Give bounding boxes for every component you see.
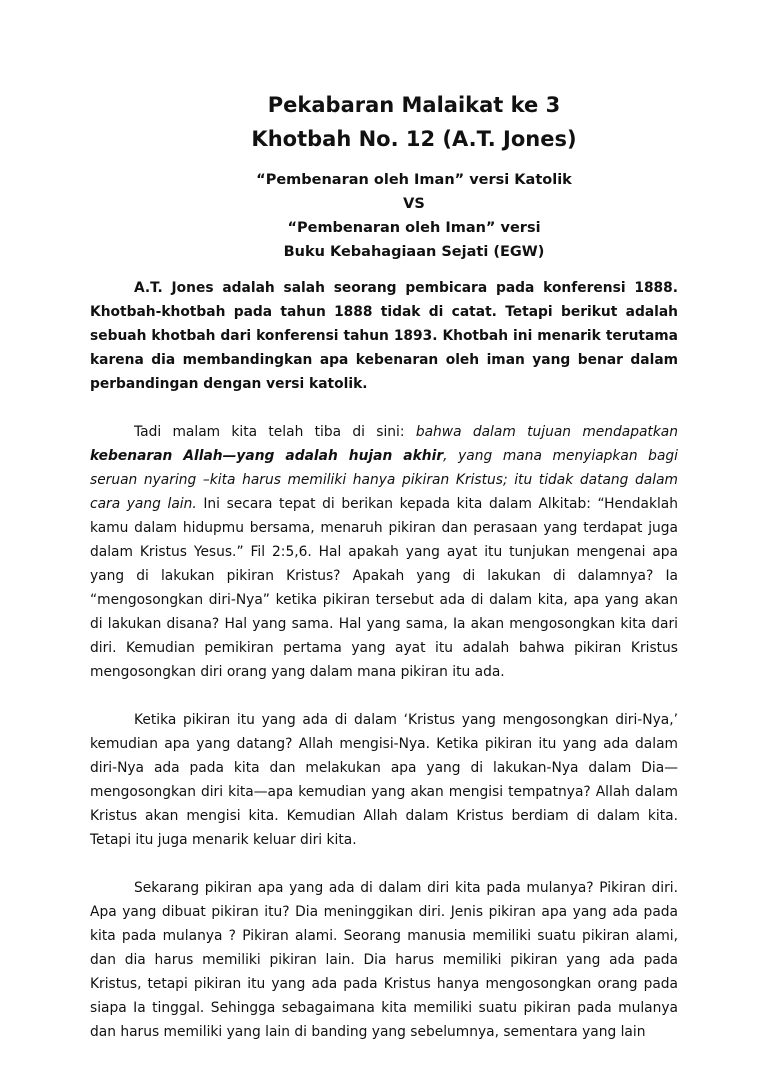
para1-part-1: Tadi malam kita telah tiba di sini: xyxy=(134,424,416,440)
subtitle-line-3: “Pembenaran oleh Iman” versi xyxy=(287,220,541,236)
intro-paragraph: A.T. Jones adalah salah seorang pembicara pada konferensi 1888. Khotbah-khotbah pada tahun 1888 tidak di catat. Tetapi berikut adalah sebuah khotbah dari konferensi tahun 1893. Khotbah ini menarik terutama karena dia membandingkan apa kebenaran oleh iman yang benar dalam perbandingan dengan versi katolik. xyxy=(90,280,678,392)
body-paragraph-1 xyxy=(90,420,678,684)
body-paragraph-3: Sekarang pikiran apa yang ada di dalam diri kita pada mulanya? Pikiran diri. Apa yang dibuat pikiran itu? Dia meninggikan diri. Jenis pikiran apa yang ada pada kita pada mulanya ? Pikiran alami. Seorang manusia memiliki suatu pikiran alami, dan dia harus memiliki pikiran lain. Dia harus memiliki pikiran yang ada pada Kristus, tetapi pikiran itu yang ada pada Kristus hanya mengosongkan orang pada siapa Ia tinggal. Sehingga sebagaimana kita memiliki suatu pikiran pada mulanya dan harus memiliki yang lain di banding yang sebelumnya, sementara yang lain xyxy=(90,880,678,1040)
document-page xyxy=(90,88,678,1068)
title-line-2: Khotbah No. 12 (A.T. Jones) xyxy=(251,127,577,151)
para1-part-2: bahwa dalam tujuan mendapatkan xyxy=(415,424,679,440)
para1-part-5: Ini secara tepat di berikan kepada kita dalam Alkitab: “Hendaklah kamu dalam hidupmu bersama, menaruh pikiran dan perasaan yang terdapat juga dalam Kristus Yesus.” Fil 2:5,6. Hal apakah yang ayat itu tunjukan mengenai apa yang di lakukan pikiran Kristus? Apakah yang di lakukan di dalamnya? Ia “mengosongkan diri-Nya” ketika pikiran tersebut ada di dalam kita, apa yang akan di lakukan disana? Hal yang sama. Hal yang sama, Ia akan mengosongkan kita dari diri. Kemudian pemikiran pertama yang ayat itu adalah bahwa pikiran Kristus mengosongkan diri orang yang dalam mana pikiran itu ada. xyxy=(90,496,679,680)
subtitle-line-2: VS xyxy=(403,196,425,212)
title-line-1: Pekabaran Malaikat ke 3 xyxy=(267,93,561,117)
document-subtitle xyxy=(90,168,678,264)
subtitle-line-1: “Pembenaran oleh Iman” versi Katolik xyxy=(256,172,572,188)
para1-part-4: , yang mana menyiapkan bagi seruan nyaring –kita harus memiliki hanya pikiran Kristus; itu tidak datang dalam cara yang lain. xyxy=(90,448,678,512)
subtitle-line-4: Buku Kebahagiaan Sejati (EGW) xyxy=(283,244,545,260)
para1-part-3: kebenaran Allah—yang adalah hujan akhir xyxy=(90,448,444,464)
body-paragraph-2: Ketika pikiran itu yang ada di dalam ‘Kristus yang mengosongkan diri-Nya,’ kemudian apa yang datang? Allah mengisi-Nya. Ketika pikiran itu yang ada dalam diri-Nya ada pada kita dan melakukan apa yang di lakukan-Nya dalam Dia—mengosongkan diri kita—apa kemudian yang akan mengisi tempatnya? Allah dalam Kristus akan mengisi kita. Kemudian Allah dalam Kristus berdiam di dalam kita. Tetapi itu juga menarik keluar diri kita. xyxy=(90,712,678,848)
document-title xyxy=(90,88,678,156)
